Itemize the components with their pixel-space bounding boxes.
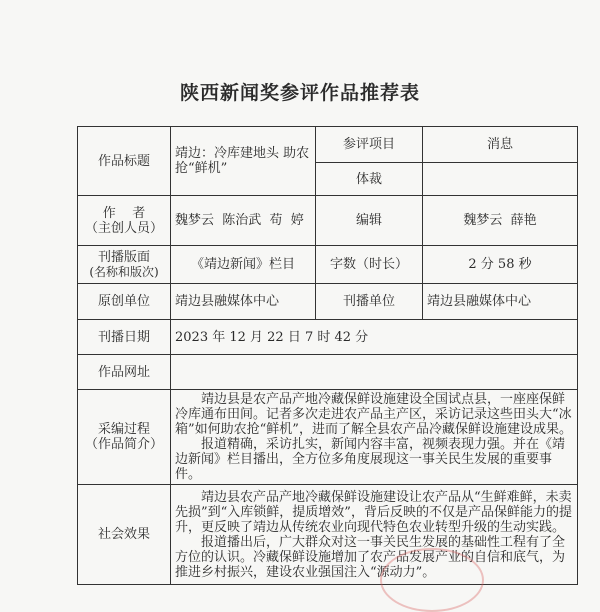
category-value: 消息 (423, 127, 578, 163)
work-title-label: 作品标题 (78, 127, 171, 196)
wordcount-value: 2 分 58 秒 (423, 246, 578, 284)
author-label (78, 196, 171, 246)
wordcount-label: 字数（时长） (316, 246, 423, 284)
process-label-line2: （作品简介） (84, 437, 163, 452)
effect-paragraph-1: 靖边县农产品产地冷藏保鲜设施建设让农产品从“生鲜难鲜，未卖先损”到“入库锁鲜，提质增效”，背后反映的不仅是产品保鲜能力的提升，更反映了靖边从传统农业向现代特色农业转型升级的生动实践。 (175, 489, 572, 535)
editor-value: 魏梦云 薛艳 (423, 196, 578, 246)
editor-label: 编辑 (316, 196, 423, 246)
process-label (78, 390, 171, 485)
publish-page-value: 《靖边新闻》栏目 (171, 246, 316, 284)
red-seal-stamp (380, 548, 484, 612)
date-label: 刊播日期 (78, 320, 171, 355)
origin-label: 原创单位 (78, 284, 171, 320)
work-title-value: 靖边：冷库建地头 助农抢“鲜机” (171, 127, 316, 196)
effect-label: 社会效果 (78, 485, 171, 585)
url-value (171, 355, 578, 390)
url-label: 作品网址 (78, 355, 171, 390)
origin-value: 靖边县融媒体中心 (171, 284, 316, 320)
process-paragraph-1: 靖边县是农产品产地冷藏保鲜设施建设全国试点县，一座座保鲜冷库通布田间。记者多次走进农产品主产区，采访记录这些田头大“冰箱”如何助农抢“鲜机”，进而了解全县农产品冷藏保鲜设施建设成果。 (175, 392, 572, 437)
publish-page-label (78, 246, 171, 284)
publish-page-label-line1: 刊播版面 (97, 249, 150, 265)
publisher-label: 刊播单位 (316, 284, 423, 320)
author-label-line1: 作 者 (102, 205, 146, 221)
process-paragraph-2: 报道精确，采访扎实，新闻内容丰富，视频表现力强。并在《靖边新闻》栏目播出，全方位多角度展现这一事关民生发展的重要事件。 (175, 437, 566, 482)
publish-page-label-line2: (名称和版次) (89, 264, 159, 279)
genre-value (423, 163, 578, 196)
publisher-value: 靖边县融媒体中心 (423, 284, 578, 320)
process-label-line1: 采编过程 (97, 422, 150, 437)
author-label-line2: （主创人员） (84, 220, 163, 236)
process-text (171, 390, 578, 485)
form-title: 陕西新闻奖参评作品推荐表 (179, 82, 420, 104)
effect-paragraph-2: 报道播出后，广大群众对这一事关民生发展的基础性工程有了全方位的认识。冷藏保鲜设施增加了农产品发展产业的自信和底气，为推进乡村振兴，建设农业强国注入“源动力”。 (175, 534, 566, 580)
author-value: 魏梦云 陈治武 苟 婷 (171, 196, 316, 246)
category-label: 参评项目 (316, 127, 423, 163)
date-value: 2023 年 12 月 22 日 7 时 42 分 (171, 320, 578, 355)
recommendation-form-table (77, 126, 578, 585)
genre-label: 体裁 (316, 163, 423, 196)
